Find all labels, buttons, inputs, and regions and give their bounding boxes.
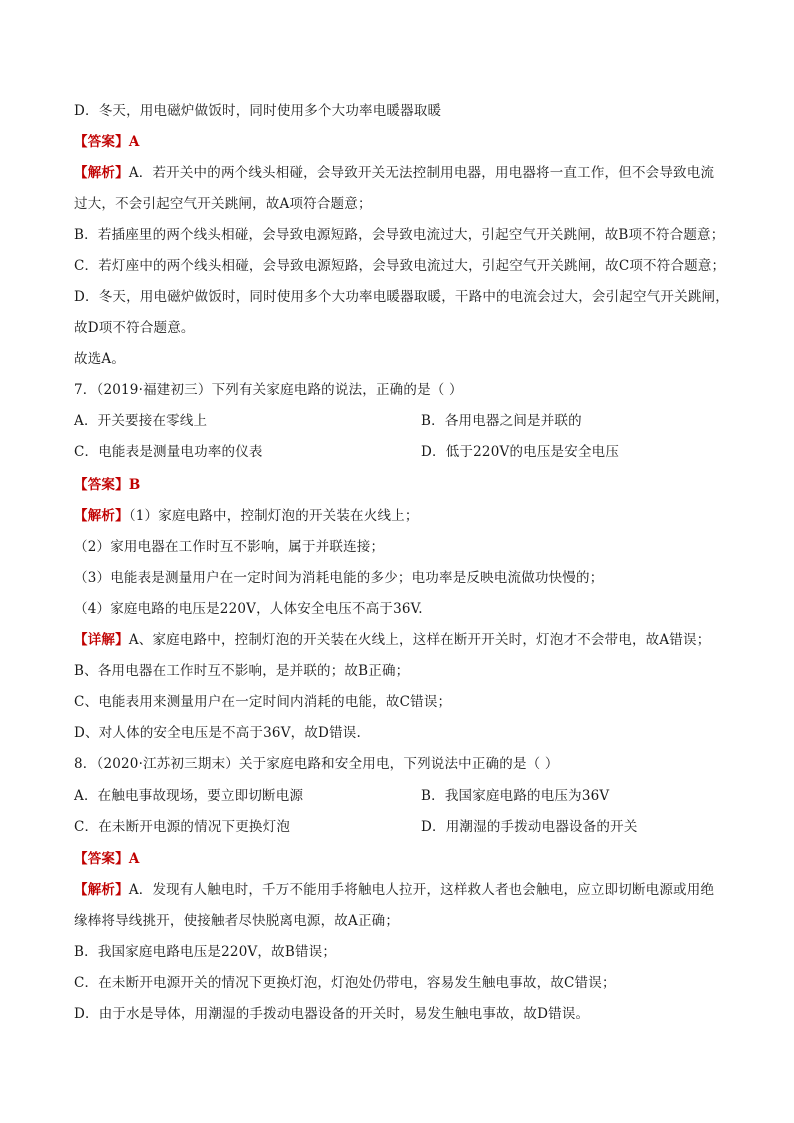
- q7-analysis-line-3: （3）电能表是测量用户在一定时间为消耗电能的多少；电功率是反映电流做功快慢的；: [74, 570, 604, 586]
- q7-option-a: A．开关要接在零线上: [74, 413, 208, 429]
- answer-tag: 【答案】: [74, 851, 129, 867]
- q8-analysis-line-5: D．由于水是导体，用潮湿的手拨动电器设备的开关时，易发生触电事故，故D错误。: [74, 1006, 590, 1022]
- answer-value: B: [128, 477, 141, 493]
- q8-option-d: D．用潮湿的手拨动电器设备的开关: [421, 819, 638, 835]
- q7-options-row-1: [74, 411, 582, 431]
- q8-options-row-1: [74, 786, 610, 806]
- q8-option-a: A．在触电事故现场，要立即切断电源: [74, 788, 304, 804]
- detail-tag: 【详解】: [74, 632, 129, 648]
- q6-analysis-line-1: [74, 163, 714, 183]
- q7-option-c: C．电能表是测量电功率的仪表: [74, 444, 263, 460]
- q8-analysis-line-2: 缘棒将导线挑开，使接触者尽快脱离电源，故A正确；: [74, 913, 400, 929]
- analysis-tag: 【解析】: [74, 882, 129, 898]
- q8-analysis-line-4: C．在未断开电源开关的情况下更换灯泡，灯泡处仍带电，容易发生触电事故，故C错误；: [74, 975, 616, 991]
- q8-analysis-line-1: [74, 880, 714, 900]
- q6-analysis-line-3: B．若插座里的两个线头相碰，会导致电源短路，会导致电流过大，引起空气开关跳闸，故B项不符合题意；: [74, 227, 725, 243]
- q8-option-c: C．在未断开电源的情况下更换灯泡: [74, 819, 291, 835]
- q8-stem: 8．（2020·江苏初三期末）关于家庭电路和安全用电，下列说法中正确的是（ ）: [74, 756, 559, 772]
- answer-value: A: [128, 851, 140, 867]
- q7-analysis-line-4: （4）家庭电路的电压是220V，人体安全电压不高于36V.: [74, 601, 423, 617]
- q7-analysis-line-1: [74, 506, 419, 526]
- q6-analysis-line-4: C．若灯座中的两个线头相碰，会导致电源短路，会导致电流过大，引起空气开关跳闸，故C项不符合题意；: [74, 258, 726, 274]
- analysis-tag: 【解析】: [74, 165, 129, 181]
- q6-option-d: D．冬天，用电磁炉做饭时，同时使用多个大功率电暖器取暖: [74, 103, 442, 119]
- answer-value: A: [128, 134, 140, 150]
- analysis-tag: 【解析】: [74, 508, 129, 524]
- q7-detail-line-2: B、各用电器在工作时互不影响，是并联的；故B正确；: [74, 663, 410, 679]
- analysis-text: A．若开关中的两个线头相碰，会导致开关无法控制用电器，用电器将一直工作，但不会导致电流: [128, 165, 715, 181]
- q7-answer: [74, 475, 140, 495]
- q8-option-b: B．我国家庭电路的电压为36V: [421, 788, 610, 804]
- q7-options-row-2: [74, 442, 620, 462]
- q8-options-row-2: [74, 817, 638, 837]
- answer-tag: 【答案】: [74, 134, 129, 150]
- answer-tag: 【答案】: [74, 477, 129, 493]
- q7-option-d: D．低于220V的电压是安全电压: [421, 444, 620, 460]
- q6-analysis-line-2: 过大，不会引起空气开关跳闸，故A项符合题意；: [74, 196, 372, 212]
- q7-detail-line-1: [74, 630, 710, 650]
- q7-detail-line-3: C、电能表用来测量用户在一定时间内消耗的电能，故C错误；: [74, 694, 452, 710]
- detail-text: A、家庭电路中，控制灯泡的开关装在火线上，这样在断开开关时，灯泡才不会带电，故A错误；: [128, 632, 711, 648]
- q6-answer: [74, 132, 140, 152]
- q7-option-b: B．各用电器之间是并联的: [421, 413, 582, 429]
- q7-detail-line-4: D、对人体的安全电压是不高于36V，故D错误.: [74, 725, 361, 741]
- q6-analysis-line-5: D．冬天，用电磁炉做饭时，同时使用多个大功率电暖器取暖，干路中的电流会过大，会引起空气开关跳闸，: [74, 289, 729, 305]
- analysis-text: A．发现有人触电时，千万不能用手将触电人拉开，这样救人者也会触电，应立即切断电源或用绝: [128, 882, 715, 898]
- q8-analysis-line-3: B．我国家庭电路电压是220V，故B错误；: [74, 944, 337, 960]
- q6-analysis-line-6: 故D项不符合题意。: [74, 320, 195, 336]
- q7-analysis-line-2: （2）家用电器在工作时互不影响，属于并联连接；: [74, 539, 385, 555]
- q6-conclusion: 故选A。: [74, 351, 126, 367]
- q7-stem: 7．（2019·福建初三）下列有关家庭电路的说法，正确的是（ ）: [74, 382, 463, 398]
- q8-answer: [74, 849, 140, 869]
- analysis-text: （1）家庭电路中，控制灯泡的开关装在火线上；: [128, 508, 419, 524]
